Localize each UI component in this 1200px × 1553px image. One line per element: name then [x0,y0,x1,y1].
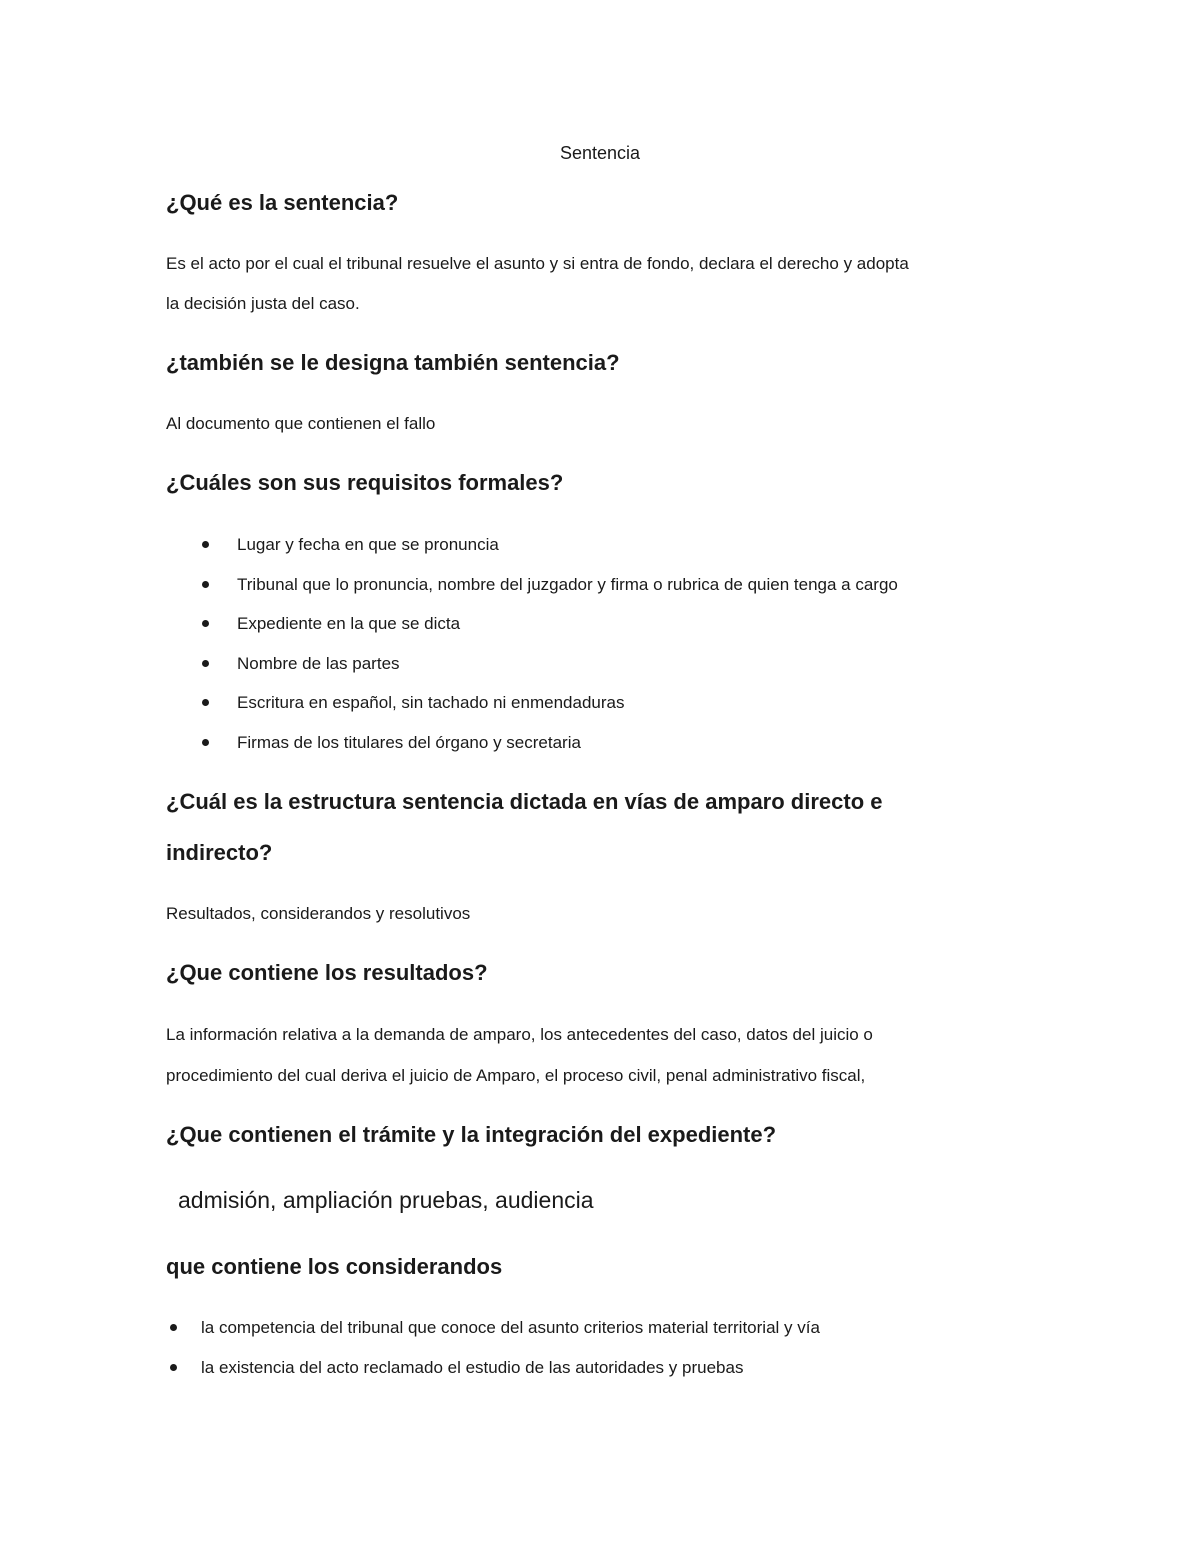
bullet-icon [202,739,209,746]
section-heading: ¿Cuáles son sus requisitos formales? [166,470,564,495]
bullet-icon [202,581,209,588]
list-item-text: la competencia del tribunal que conoce del asunto criterios material territorial y vía [201,1318,820,1337]
document-title: Sentencia [559,143,641,163]
section-heading: ¿Cuál es la estructura sentencia dictada en vías de amparo directo e [166,789,883,814]
paragraph-line: Al documento que contienen el fallo [166,414,436,433]
list-item-text: Lugar y fecha en que se pronuncia [237,535,499,554]
paragraph-line: La información relativa a la demanda de amparo, los antecedentes del caso, datos del juicio o [166,1025,873,1044]
list-item-text: Firmas de los titulares del órgano y secretaria [237,733,581,752]
list-item-text: la existencia del acto reclamado el estudio de las autoridades y pruebas [201,1358,744,1377]
list-item-text: Expediente en la que se dicta [237,614,461,633]
paragraph-line: Resultados, considerandos y resolutivos [166,904,471,923]
paragraph-large: admisión, ampliación pruebas, audiencia [178,1187,594,1213]
section-heading: indirecto? [166,840,273,865]
bullet-icon [170,1324,177,1331]
section-heading: que contiene los considerandos [166,1254,503,1279]
bullet-icon [170,1364,177,1371]
paragraph-line: Es el acto por el cual el tribunal resuelve el asunto y si entra de fondo, declara el derecho y adopta [166,254,909,273]
section-heading: ¿Que contiene los resultados? [166,960,488,985]
section-heading: ¿Qué es la sentencia? [166,190,399,215]
list-item-text: Nombre de las partes [237,654,400,673]
bullet-icon [202,699,209,706]
list-item-text: Escritura en español, sin tachado ni enmendaduras [237,693,625,712]
section-heading: ¿también se le designa también sentencia? [166,350,620,375]
paragraph-line: la decisión justa del caso. [166,294,360,313]
list-item-text: Tribunal que lo pronuncia, nombre del juzgador y firma o rubrica de quien tenga a cargo [237,575,898,594]
bullet-icon [202,660,209,667]
section-heading: ¿Que contienen el trámite y la integración del expediente? [166,1122,777,1147]
paragraph-line: procedimiento del cual deriva el juicio de Amparo, el proceso civil, penal administrativo fiscal, [166,1066,866,1085]
bullet-icon [202,620,209,627]
bullet-icon [202,541,209,548]
